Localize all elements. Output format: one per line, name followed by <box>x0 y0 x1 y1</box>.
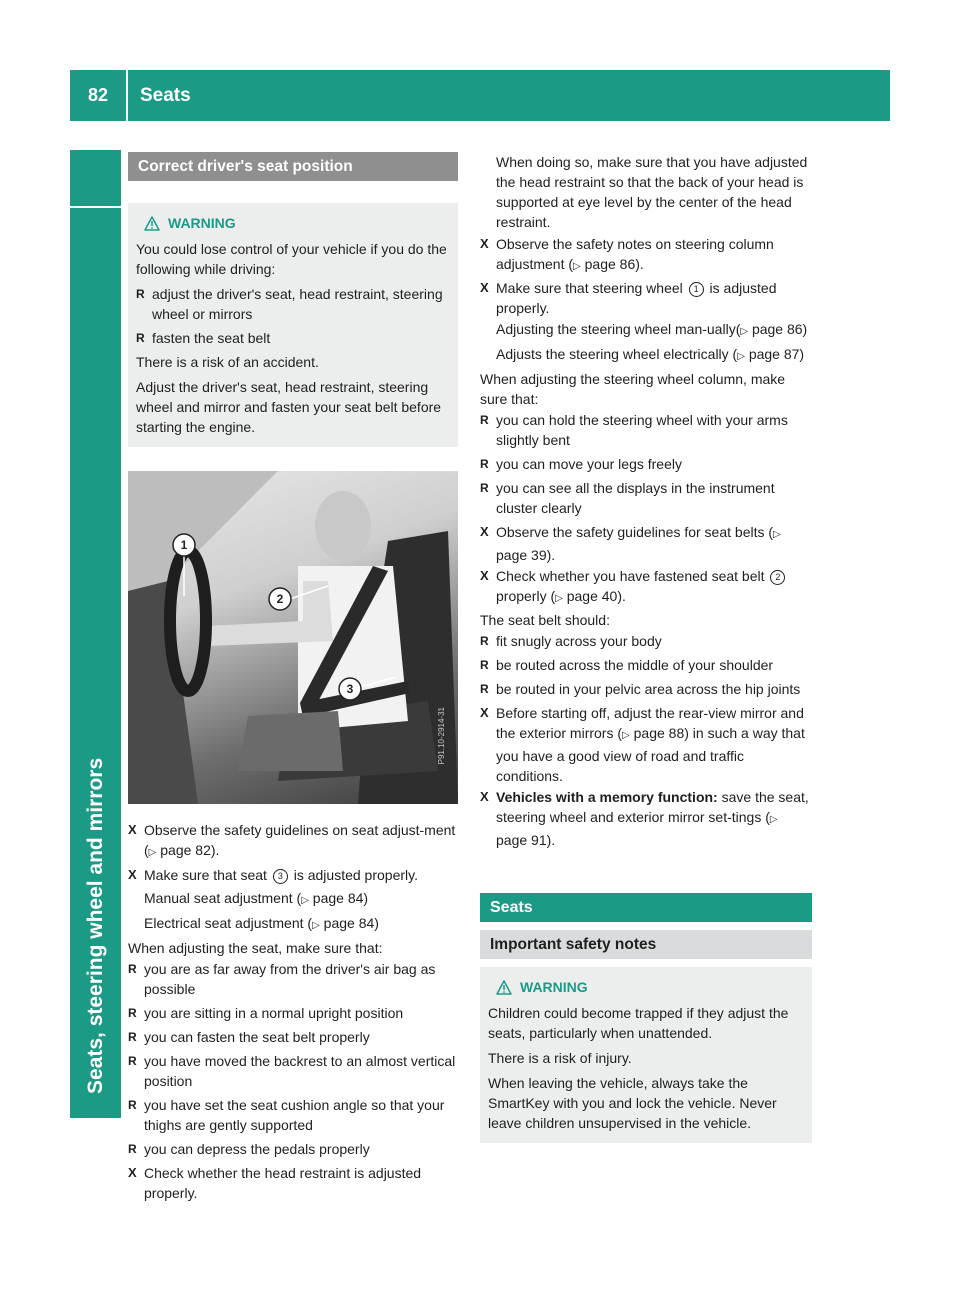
column-check-item: R you can move your legs freely <box>480 454 812 474</box>
page-number: 82 <box>87 85 109 105</box>
svg-text:2: 2 <box>276 592 284 606</box>
belt-check-item: R fit snugly across your body <box>480 631 812 651</box>
step-wheel-adjusted <box>480 278 812 318</box>
ref-text: Adjusting the steering wheel man-ually( <box>496 321 741 337</box>
page-ref[interactable]: page 84) <box>312 890 369 906</box>
ref-text: Electrical seat adjustment ( <box>144 915 313 931</box>
page-ref[interactable]: page 40). <box>566 588 626 604</box>
warning-intro: You could lose control of your vehicle if you do the following while driving: <box>136 241 447 277</box>
belt-check-intro: The seat belt should: <box>480 612 610 628</box>
seat-check-intro: When adjusting the seat, make sure that: <box>128 940 383 956</box>
wheel-electric-ref <box>480 344 812 367</box>
page-arrow-icon: ▷ <box>555 593 563 604</box>
warning-risk: There is a risk of an accident. <box>136 354 319 370</box>
page-ref[interactable]: page 86). <box>584 256 644 272</box>
warning-label: WARNING <box>168 215 236 231</box>
page-arrow-icon: ▷ <box>301 895 309 906</box>
step-text: Make sure that seat <box>144 867 267 883</box>
page-ref[interactable]: page 39). <box>496 547 556 563</box>
callout-2-icon: 2 <box>770 570 785 585</box>
column-check-intro: When adjusting the steering wheel column, make sure that: <box>480 371 786 407</box>
page-ref[interactable]: page 88) in such a way that you have a good view of road and traffic conditions. <box>496 725 805 784</box>
step-text: Observe the safety guidelines for seat belts ( <box>496 524 774 540</box>
warning-triangle-icon <box>144 216 160 231</box>
electric-seat-ref <box>128 913 458 936</box>
column-check-item: R you can see all the displays in the instrument cluster clearly <box>480 478 812 518</box>
step-text: save the seat, steering wheel and exterior mirror set-tings ( <box>496 789 809 825</box>
svg-text:1: 1 <box>180 538 188 552</box>
belt-check-item: R be routed across the middle of your shoulder <box>480 655 812 675</box>
warning-text: Children could become trapped if they adjust the seats, particularly when unattended. <box>488 1005 789 1041</box>
section-title: Correct driver's seat position <box>128 152 458 181</box>
ref-text: Adjusts the steering wheel electrically ( <box>496 346 738 362</box>
photo-code: P91.10-2914-31 <box>437 706 446 764</box>
warning-header <box>488 977 804 997</box>
step-text: Make sure that steering wheel <box>496 280 683 296</box>
driver-illustration <box>128 471 458 804</box>
callout-3-icon: 3 <box>273 869 288 884</box>
page-arrow-icon: ▷ <box>740 326 749 337</box>
page-ref[interactable]: page 82). <box>160 842 220 858</box>
seat-check-item: R you have set the seat cushion angle so that your thighs are gently supported <box>128 1095 458 1135</box>
seat-check-item: R you can depress the pedals properly <box>128 1139 458 1159</box>
head-restraint-detail: When doing so, make sure that you have adjusted the head restraint so that the back of your head is supported at eye level by the center of the head restraint. <box>496 154 808 230</box>
page-arrow-icon: ▷ <box>312 920 320 931</box>
warning-box-children <box>480 967 812 1143</box>
side-tab-label-wrap <box>70 210 121 1118</box>
warning-box <box>128 203 458 447</box>
page-arrow-icon: ▷ <box>773 529 781 540</box>
step-mirrors <box>480 703 812 786</box>
seat-check-item: R you are as far away from the driver's air bag as possible <box>128 959 458 999</box>
callout-1-icon: 1 <box>689 282 704 297</box>
page-ref[interactable]: page 84) <box>323 915 379 931</box>
seats-section-title: Seats <box>480 893 812 922</box>
safety-subsection-title: Important safety notes <box>480 930 812 959</box>
step-text: is adjusted properly. <box>496 280 777 316</box>
warning-action: When leaving the vehicle, always take the SmartKey with you and lock the vehicle. Never leave children unsupervised in the vehicle. <box>488 1075 777 1131</box>
header-divider <box>126 70 128 121</box>
step-seat-guidelines <box>128 820 458 863</box>
warning-bullet: R adjust the driver's seat, head restraint, steering wheel or mirrors <box>136 284 450 324</box>
warning-risk: There is a risk of injury. <box>488 1050 632 1066</box>
belt-check-item: R be routed in your pelvic area across the hip joints <box>480 679 812 699</box>
side-tab-label: Seats, steering wheel and mirrors <box>83 757 107 1094</box>
step-seat-adjusted <box>128 865 458 885</box>
step-text: properly ( <box>496 588 556 604</box>
svg-text:3: 3 <box>346 682 354 696</box>
ref-text: Manual seat adjustment ( <box>144 890 302 906</box>
step-text: is adjusted properly. <box>293 867 418 883</box>
seat-check-item: R you can fasten the seat belt properly <box>128 1027 458 1047</box>
page-ref[interactable]: page 91). <box>496 832 556 848</box>
warning-action: Adjust the driver's seat, head restraint, steering wheel and mirror and fasten your seat belt before starting the engine. <box>136 379 442 435</box>
page-ref[interactable]: page 87) <box>748 346 805 362</box>
chapter-title: Seats <box>140 84 191 106</box>
warning-header <box>136 213 450 233</box>
side-tab-marker <box>70 150 121 208</box>
left-column <box>128 152 458 1204</box>
warning-triangle-icon <box>496 980 512 995</box>
warning-label: WARNING <box>520 979 588 995</box>
page-arrow-icon: ▷ <box>148 847 157 858</box>
step-column-notes <box>480 234 812 277</box>
page-arrow-icon: ▷ <box>622 730 630 741</box>
driver-seat-photo <box>128 471 458 804</box>
page-arrow-icon: ▷ <box>573 261 581 272</box>
step-text: Observe the safety guidelines on seat adjust-ment ( <box>144 822 456 858</box>
right-column <box>480 152 812 1143</box>
warning-bullet: R fasten the seat belt <box>136 328 450 348</box>
step-memory <box>480 787 812 850</box>
step-text: Before starting off, adjust the rear-view mirror and the exterior mirrors ( <box>496 705 804 741</box>
manual-seat-ref <box>128 888 458 911</box>
memory-label: Vehicles with a memory function: <box>496 789 718 805</box>
column-check-item: R you can hold the steering wheel with your arms slightly bent <box>480 410 812 450</box>
page-arrow-icon: ▷ <box>737 351 745 362</box>
step-belt-fastened <box>480 566 812 609</box>
step-head-restraint: X Check whether the head restraint is adjusted properly. <box>128 1163 458 1203</box>
step-belt-guidelines <box>480 522 812 565</box>
step-text: Check whether you have fastened seat belt <box>496 568 765 584</box>
seat-check-item: R you have moved the backrest to an almost vertical position <box>128 1051 458 1091</box>
seat-check-item: R you are sitting in a normal upright position <box>128 1003 458 1023</box>
page-arrow-icon: ▷ <box>769 814 778 825</box>
page-ref[interactable]: page 86) <box>751 321 808 337</box>
step-text: Observe the safety notes on steering column adjustment ( <box>496 236 774 272</box>
header-bar <box>70 70 890 121</box>
wheel-manual-ref <box>480 319 812 342</box>
